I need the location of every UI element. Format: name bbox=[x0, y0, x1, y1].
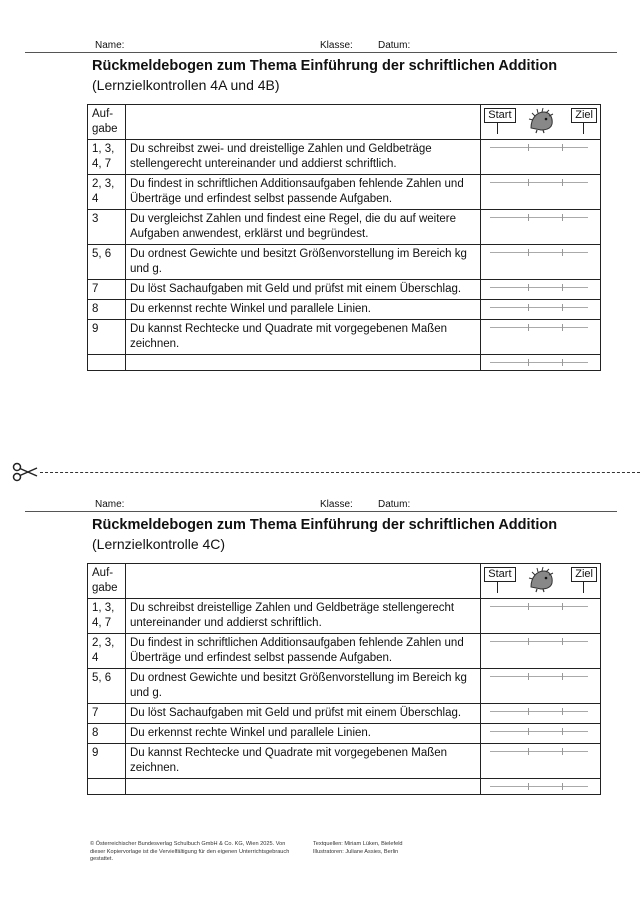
sheet-title: Rückmeldebogen zum Thema Einführung der schriftlichen Addition bbox=[92, 517, 558, 533]
sheet-title: Rückmeldebogen zum Thema Einführung der schriftlichen Addition bbox=[92, 58, 558, 74]
table-row bbox=[88, 599, 601, 634]
table-row bbox=[88, 175, 601, 210]
publisher-note: © Österreichischer Bundesverlag Schulbuch GmbH & Co. KG, Wien 2025. Von dieser Kopiervorlage ist die Vervielfältigung für den eigenen Unterrichtsgebrauch gestattet. bbox=[90, 841, 290, 862]
aufgabe-header: Auf- gabe bbox=[88, 105, 126, 140]
goal-header bbox=[125, 564, 480, 599]
aufgabe-cell: 2, 3, 4 bbox=[88, 634, 126, 669]
illustration-credit: Illustratoren: Juliane Assies, Berlin bbox=[313, 848, 399, 855]
feedback-table bbox=[87, 563, 601, 795]
aufgabe-cell: 3 bbox=[88, 210, 126, 245]
progress-scale[interactable] bbox=[481, 634, 601, 669]
goal-text: Du kannst Rechtecke und Quadrate mit vorgegebenen Maßen zeichnen. bbox=[125, 320, 480, 355]
progress-scale[interactable] bbox=[481, 669, 601, 704]
datum-label: Datum: bbox=[378, 40, 411, 51]
table-header-row bbox=[88, 105, 601, 140]
progress-scale[interactable] bbox=[481, 140, 601, 175]
scale-header bbox=[481, 564, 601, 599]
aufgabe-cell: 5, 6 bbox=[88, 245, 126, 280]
table-row bbox=[88, 744, 601, 779]
name-label: Name: bbox=[95, 499, 125, 510]
aufgabe-cell[interactable] bbox=[88, 779, 126, 795]
cut-line bbox=[40, 472, 640, 473]
table-row bbox=[88, 210, 601, 245]
scissors-icon bbox=[12, 462, 38, 482]
datum-label: Datum: bbox=[378, 499, 411, 510]
klasse-label: Klasse: bbox=[320, 499, 353, 510]
text-credit: Textquellen: Miriam Lüken, Bielefeld bbox=[313, 841, 403, 847]
progress-scale[interactable] bbox=[481, 744, 601, 779]
goal-header bbox=[125, 105, 480, 140]
start-sign: Start bbox=[484, 567, 515, 582]
table-row bbox=[88, 300, 601, 320]
table-row bbox=[88, 704, 601, 724]
goal-text[interactable] bbox=[125, 355, 480, 371]
table-row bbox=[88, 280, 601, 300]
progress-scale[interactable] bbox=[481, 245, 601, 280]
aufgabe-cell: 7 bbox=[88, 280, 126, 300]
hedgehog-icon bbox=[527, 108, 555, 134]
start-sign: Start bbox=[484, 108, 515, 123]
goal-text: Du erkennst rechte Winkel und parallele Linien. bbox=[125, 724, 480, 744]
progress-scale[interactable] bbox=[481, 724, 601, 744]
aufgabe-cell: 9 bbox=[88, 320, 126, 355]
scale-header bbox=[481, 105, 601, 140]
table-row bbox=[88, 355, 601, 371]
progress-scale[interactable] bbox=[481, 779, 601, 795]
aufgabe-cell: 1, 3, 4, 7 bbox=[88, 599, 126, 634]
progress-scale[interactable] bbox=[481, 175, 601, 210]
goal-text: Du schreibst dreistellige Zahlen und Geldbeträge stellengerecht untereinander und addierst schriftlich. bbox=[125, 599, 480, 634]
aufgabe-cell: 8 bbox=[88, 300, 126, 320]
goal-text: Du findest in schriftlichen Additionsaufgaben fehlende Zahlen und Überträge und erfindest selbst passende Aufgaben. bbox=[125, 634, 480, 669]
hedgehog-icon bbox=[527, 567, 555, 593]
aufgabe-cell: 1, 3, 4, 7 bbox=[88, 140, 126, 175]
header-rule bbox=[25, 52, 617, 53]
ziel-sign: Ziel bbox=[571, 108, 597, 123]
aufgabe-header: Auf- gabe bbox=[88, 564, 126, 599]
header-rule bbox=[25, 511, 617, 512]
credits bbox=[313, 841, 513, 856]
goal-text[interactable] bbox=[125, 779, 480, 795]
aufgabe-cell: 2, 3, 4 bbox=[88, 175, 126, 210]
table-row bbox=[88, 724, 601, 744]
progress-scale[interactable] bbox=[481, 300, 601, 320]
aufgabe-cell: 5, 6 bbox=[88, 669, 126, 704]
sheet-subtitle: (Lernzielkontrollen 4A und 4B) bbox=[92, 77, 280, 93]
aufgabe-cell: 9 bbox=[88, 744, 126, 779]
goal-text: Du erkennst rechte Winkel und parallele Linien. bbox=[125, 300, 480, 320]
sheet-subtitle: (Lernzielkontrolle 4C) bbox=[92, 536, 226, 552]
progress-scale[interactable] bbox=[481, 280, 601, 300]
table-row bbox=[88, 634, 601, 669]
progress-scale[interactable] bbox=[481, 704, 601, 724]
table-row bbox=[88, 669, 601, 704]
progress-scale[interactable] bbox=[481, 210, 601, 245]
goal-text: Du löst Sachaufgaben mit Geld und prüfst mit einem Überschlag. bbox=[125, 280, 480, 300]
goal-text: Du vergleichst Zahlen und findest eine Regel, die du auf weitere Aufgaben anwendest, erklärst und begründest. bbox=[125, 210, 480, 245]
table-row bbox=[88, 245, 601, 280]
table-row bbox=[88, 140, 601, 175]
goal-text: Du löst Sachaufgaben mit Geld und prüfst mit einem Überschlag. bbox=[125, 704, 480, 724]
table-row bbox=[88, 779, 601, 795]
ziel-sign: Ziel bbox=[571, 567, 597, 582]
feedback-table bbox=[87, 104, 601, 371]
progress-scale[interactable] bbox=[481, 320, 601, 355]
goal-text: Du kannst Rechtecke und Quadrate mit vorgegebenen Maßen zeichnen. bbox=[125, 744, 480, 779]
goal-text: Du findest in schriftlichen Additionsaufgaben fehlende Zahlen und Überträge und erfindest selbst passende Aufgaben. bbox=[125, 175, 480, 210]
goal-text: Du schreibst zwei- und dreistellige Zahlen und Geldbeträge stellengerecht untereinander und addierst schriftlich. bbox=[125, 140, 480, 175]
progress-scale[interactable] bbox=[481, 599, 601, 634]
progress-scale[interactable] bbox=[481, 355, 601, 371]
aufgabe-cell: 7 bbox=[88, 704, 126, 724]
aufgabe-cell[interactable] bbox=[88, 355, 126, 371]
table-header-row bbox=[88, 564, 601, 599]
goal-text: Du ordnest Gewichte und besitzt Größenvorstellung im Bereich kg und g. bbox=[125, 669, 480, 704]
goal-text: Du ordnest Gewichte und besitzt Größenvorstellung im Bereich kg und g. bbox=[125, 245, 480, 280]
aufgabe-cell: 8 bbox=[88, 724, 126, 744]
name-label: Name: bbox=[95, 40, 125, 51]
klasse-label: Klasse: bbox=[320, 40, 353, 51]
table-row bbox=[88, 320, 601, 355]
